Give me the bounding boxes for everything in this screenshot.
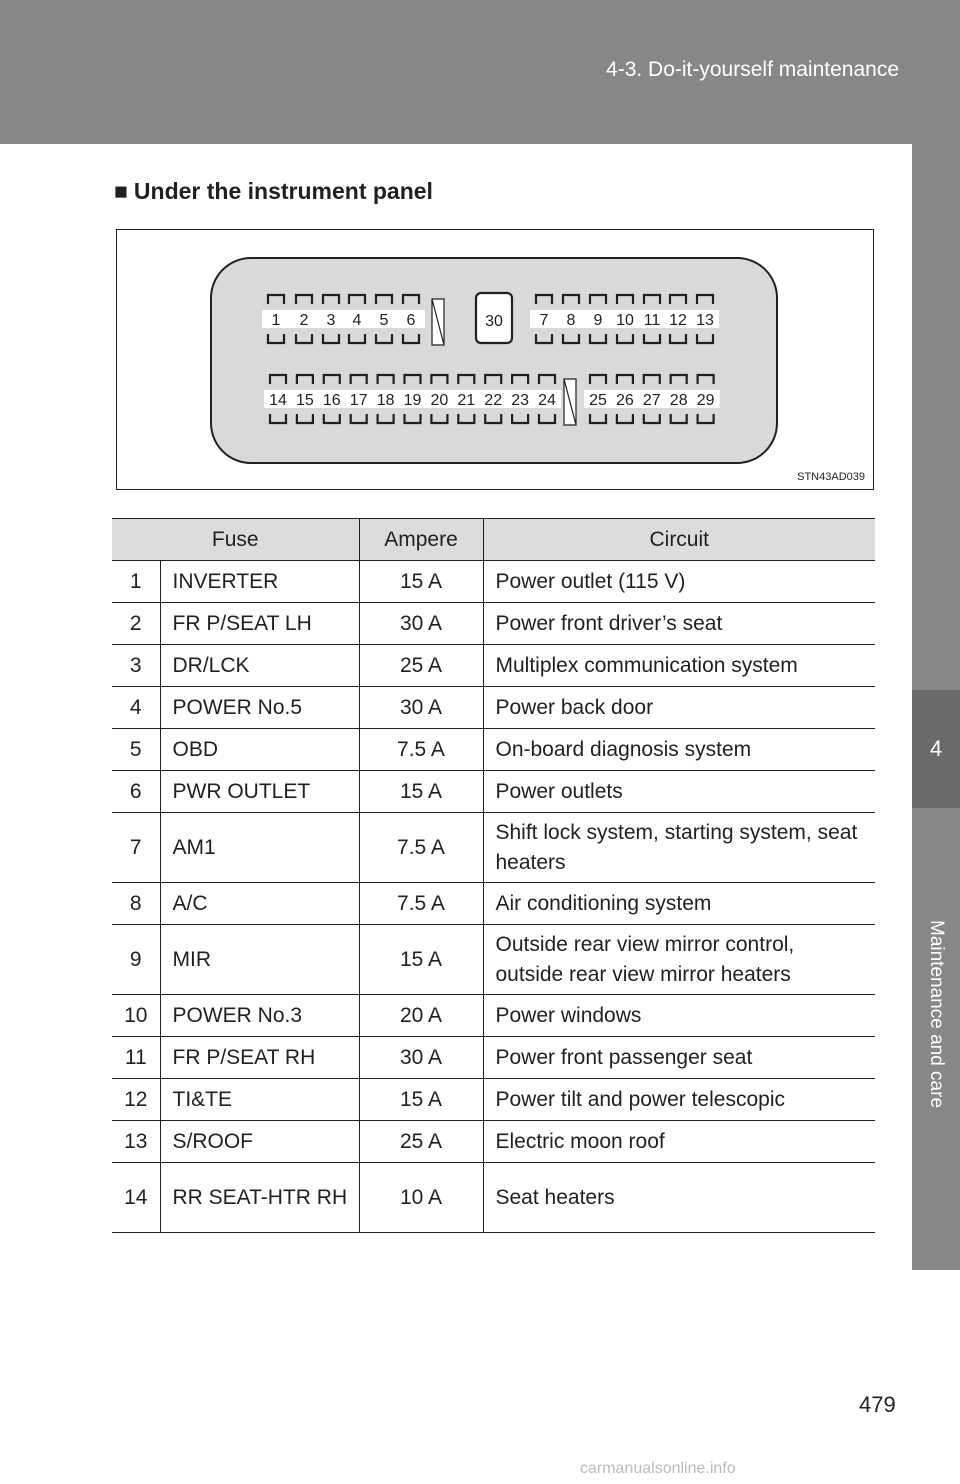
fuse-circuit: Electric moon roof — [483, 1121, 875, 1163]
table-row — [112, 883, 875, 925]
table-row — [112, 1037, 875, 1079]
fuse-circuit: Shift lock system, starting system, seat heaters — [483, 813, 875, 883]
fuse-number-label: 23 — [511, 392, 529, 409]
fuse-ampere: 7.5 A — [359, 729, 483, 771]
fuse-number-label: 14 — [269, 392, 287, 409]
fuse-circuit: Power front passenger seat — [483, 1037, 875, 1079]
fuse-number-label: 20 — [430, 392, 449, 409]
fuse-table — [112, 518, 875, 1233]
square-bullet-icon: ■ — [114, 178, 128, 204]
fuse-box-diagram — [116, 229, 874, 490]
chapter-sidebar — [912, 144, 960, 1270]
fuse-number-label: 18 — [376, 392, 395, 409]
fuse-number: 9 — [112, 925, 160, 995]
fuse-circuit: Outside rear view mirror control, outside rear view mirror heaters — [483, 925, 875, 995]
fuse-number: 1 — [112, 561, 160, 603]
fuse-number: 13 — [112, 1121, 160, 1163]
heading-title: Under the instrument panel — [133, 178, 433, 204]
fuse-number: 8 — [112, 883, 160, 925]
section-title: 4-3. Do-it-yourself maintenance — [606, 58, 899, 81]
chapter-tab[interactable] — [912, 690, 960, 808]
fuse-ampere: 30 A — [359, 603, 483, 645]
fuse-number: 2 — [112, 603, 160, 645]
table-row — [112, 1079, 875, 1121]
fuse-ampere: 30 A — [359, 687, 483, 729]
fuse-number-label: 15 — [296, 392, 314, 409]
fuse-number: 7 — [112, 813, 160, 883]
fuse-30 — [476, 293, 512, 343]
fuse-number-label: 10 — [616, 312, 634, 329]
table-row — [112, 925, 875, 995]
fuse-number-label: 25 — [589, 392, 607, 409]
fuse-ampere: 15 A — [359, 925, 483, 995]
fuse-name: PWR OUTLET — [160, 771, 359, 813]
fuse-number-label: 5 — [379, 312, 389, 329]
fuse-name: AM1 — [160, 813, 359, 883]
fuse-box-illustration — [117, 230, 873, 489]
fuse-ampere: 25 A — [359, 1121, 483, 1163]
spare-slot-icon — [564, 379, 576, 425]
fuse-number-label: 6 — [406, 312, 416, 329]
table-row — [112, 813, 875, 883]
table-row — [112, 603, 875, 645]
fuse-circuit: Power tilt and power telescopic — [483, 1079, 875, 1121]
fuse-name: FR P/SEAT LH — [160, 603, 359, 645]
page-number: 479 — [859, 1392, 896, 1417]
fuse-name: MIR — [160, 925, 359, 995]
fuse-number: 5 — [112, 729, 160, 771]
table-row — [112, 687, 875, 729]
fuse-name: POWER No.3 — [160, 995, 359, 1037]
fuse-number: 6 — [112, 771, 160, 813]
fuse-circuit: Power front driver’s seat — [483, 603, 875, 645]
fuse-number-label: 7 — [539, 312, 549, 329]
fuse-number-label: 3 — [326, 312, 336, 329]
table-row — [112, 771, 875, 813]
fuse-number: 11 — [112, 1037, 160, 1079]
fuse-ampere: 15 A — [359, 561, 483, 603]
fuse-ampere: 20 A — [359, 995, 483, 1037]
fuse-circuit: Seat heaters — [483, 1163, 875, 1233]
fuse-number-label: 8 — [566, 312, 576, 329]
fuse-number-label: 17 — [349, 392, 368, 409]
fuse-name: S/ROOF — [160, 1121, 359, 1163]
column-header-fuse: Fuse — [112, 519, 359, 561]
fuse-circuit: Power outlet (115 V) — [483, 561, 875, 603]
fuse-ampere: 10 A — [359, 1163, 483, 1233]
fuse-number: 12 — [112, 1079, 160, 1121]
fuse-ampere: 30 A — [359, 1037, 483, 1079]
table-row — [112, 561, 875, 603]
fuse-circuit: Power outlets — [483, 771, 875, 813]
fuse-number-label: 11 — [643, 312, 661, 329]
fuse-number-label: 9 — [593, 312, 603, 329]
table-row — [112, 729, 875, 771]
fuse-number: 3 — [112, 645, 160, 687]
section-heading — [114, 178, 433, 205]
fuse-number-label: 2 — [299, 312, 309, 329]
fuse-number-label: 19 — [403, 392, 422, 409]
table-row — [112, 645, 875, 687]
table-row — [112, 995, 875, 1037]
fuse-box-outline — [211, 258, 777, 463]
fuse-name: TI&TE — [160, 1079, 359, 1121]
fuse-number-label: 1 — [271, 312, 281, 329]
fuse-name: OBD — [160, 729, 359, 771]
fuse-ampere: 15 A — [359, 1079, 483, 1121]
fuse-number-label: 12 — [669, 312, 687, 329]
fuse-name: FR P/SEAT RH — [160, 1037, 359, 1079]
page-header — [0, 0, 960, 144]
fuse-number: 10 — [112, 995, 160, 1037]
fuse-number-label: 22 — [484, 392, 503, 409]
fuse-circuit: Air conditioning system — [483, 883, 875, 925]
column-header-circuit: Circuit — [483, 519, 875, 561]
fuse-number-label: 4 — [352, 312, 362, 329]
fuse-number-label: 13 — [696, 312, 714, 329]
fuse-name: RR SEAT-HTR RH — [160, 1163, 359, 1233]
fuse-name: DR/LCK — [160, 645, 359, 687]
fuse-ampere: 15 A — [359, 771, 483, 813]
table-row — [112, 1121, 875, 1163]
fuse-number-label: 21 — [457, 392, 476, 409]
fuse-number-label: 29 — [696, 392, 715, 409]
chapter-title: Maintenance and care — [926, 919, 947, 1109]
fuse-circuit: Power back door — [483, 687, 875, 729]
fuse-number: 14 — [112, 1163, 160, 1233]
fuse-number-label: 16 — [322, 392, 341, 409]
fuse-number-label: 28 — [669, 392, 688, 409]
fuse-number: 4 — [112, 687, 160, 729]
fuse-number-label: 27 — [642, 392, 661, 409]
fuse-circuit: On-board diagnosis system — [483, 729, 875, 771]
fuse-circuit: Power windows — [483, 995, 875, 1037]
watermark: carmanualsonline.info — [580, 1460, 736, 1477]
fuse-name: INVERTER — [160, 561, 359, 603]
fuse-name: A/C — [160, 883, 359, 925]
fuse-number-label: 24 — [538, 392, 556, 409]
diagram-code: STN43AD039 — [797, 471, 865, 483]
fuse-ampere: 7.5 A — [359, 813, 483, 883]
fuse-name: POWER No.5 — [160, 687, 359, 729]
table-row — [112, 1163, 875, 1233]
fuse-ampere: 7.5 A — [359, 883, 483, 925]
fuse-circuit: Multiplex communication system — [483, 645, 875, 687]
column-header-ampere: Ampere — [359, 519, 483, 561]
chapter-number: 4 — [929, 736, 943, 761]
spare-slot-icon — [432, 299, 444, 345]
fuse-number-label: 30 — [485, 313, 503, 330]
fuse-number-label: 26 — [616, 392, 634, 409]
fuse-ampere: 25 A — [359, 645, 483, 687]
